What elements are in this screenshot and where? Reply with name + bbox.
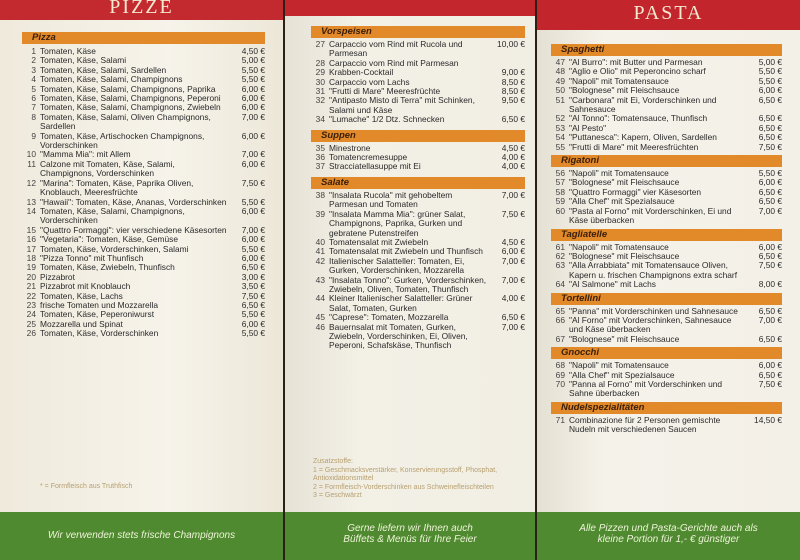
item-number: 35 <box>315 142 325 153</box>
item-description: "Napoli" mit Tomatensauce <box>569 75 669 86</box>
item-number: 56 <box>555 168 565 179</box>
item-price: 6,00 € <box>758 241 782 252</box>
item-number: 59 <box>555 196 565 207</box>
footer-line-1: Gerne liefern wir Ihnen auch <box>347 523 473 534</box>
item-number: 71 <box>555 414 565 425</box>
item-number: 70 <box>555 378 565 389</box>
item-price: 6,50 € <box>758 122 782 133</box>
item-number: 27 <box>315 39 325 49</box>
menu-item <box>22 329 265 338</box>
item-price: 6,50 € <box>501 114 525 125</box>
item-number: 1 <box>31 46 36 56</box>
menu-item <box>22 132 265 151</box>
item-number: 53 <box>555 122 565 133</box>
item-price: 6,50 € <box>758 369 782 380</box>
item-description: "Pasta al Forno" mit Vorderschinken, Ei und Käse überbacken <box>569 205 732 226</box>
item-price: 6,00 € <box>241 102 265 113</box>
item-price: 4,00 € <box>501 293 525 304</box>
item-price: 7,00 € <box>241 224 265 235</box>
item-number: 50 <box>555 85 565 96</box>
item-number: 63 <box>555 260 565 271</box>
footer-band <box>285 512 535 560</box>
item-description: "Insalata Tonno": Gurken, Vorderschinken, Zwiebeln, Oliven, Tomaten, Thunfisch <box>329 274 487 294</box>
menu-panel-pizza <box>0 0 283 560</box>
item-number: 65 <box>555 305 565 316</box>
item-description: Carpaccio vom Lachs <box>329 76 410 87</box>
menu-item <box>551 96 782 115</box>
item-price: 3,00 € <box>241 271 265 282</box>
header-band <box>285 0 535 16</box>
menu-item <box>311 162 525 171</box>
item-number: 31 <box>315 86 325 97</box>
menu-section <box>311 130 525 172</box>
section-pizza <box>22 32 265 339</box>
item-description: "Al Forno" mit Vorderschinken, Sahnesauce und Käse überbacken <box>569 314 732 335</box>
additive-line: Antioxidationsmittel <box>313 475 374 482</box>
item-description: Tomaten, Käse, Salami, Oliven Champignons, Sardellen <box>40 111 211 132</box>
menu-section <box>551 44 782 152</box>
item-number: 5 <box>31 83 36 94</box>
item-price: 6,00 € <box>501 246 525 257</box>
item-description: "Napoli" mit Tomatensauce <box>569 360 669 371</box>
item-description: "Bolognese" mit Fleischsauce <box>569 333 680 344</box>
item-description: "Aglio e Olio" mit Peperoncino scharf <box>569 66 706 77</box>
item-price: 5,50 € <box>241 196 265 207</box>
item-number: 20 <box>26 271 36 282</box>
item-price: 5,00 € <box>758 57 782 67</box>
panel-title: PIZZE <box>109 0 174 18</box>
item-price: 4,50 € <box>241 46 265 56</box>
item-number: 29 <box>315 67 325 78</box>
section-title: Tagliatelle <box>551 229 782 241</box>
item-price: 4,50 € <box>501 142 525 153</box>
menu-section <box>551 402 782 435</box>
panel-title: PASTA <box>633 2 704 24</box>
menu-section <box>551 347 782 399</box>
item-number: 40 <box>315 236 325 247</box>
item-number: 43 <box>315 274 325 285</box>
item-number: 6 <box>31 93 36 104</box>
item-description: "Insalata Mamma Mia": grüner Salat, Champignons, Paprika, Gurken und gebratene Putenstreifen <box>329 208 466 238</box>
item-price: 6,00 € <box>241 318 265 329</box>
item-number: 10 <box>26 149 36 160</box>
footer-line-2: kleine Portion für 1,- € günstiger <box>597 534 740 545</box>
menu-item <box>311 323 525 351</box>
item-description: "Lumache" 1/2 Dtz. Schnecken <box>329 114 445 125</box>
menu-item <box>311 40 525 59</box>
item-description: Minestrone <box>329 142 371 153</box>
item-price: 5,50 € <box>241 328 265 339</box>
item-description: Tomaten, Käse, Salami, Champignons, Paprika <box>40 83 216 94</box>
section-items <box>551 243 782 290</box>
item-description: Carpaccio vom Rind mit Rucola und Parmesan <box>329 39 463 59</box>
item-description: "Marina": Tomaten, Käse, Paprika Oliven, Knoblauch, Meeresfrüchte <box>40 177 194 198</box>
additive-line: 3 = Geschwärzt <box>313 492 362 499</box>
item-number: 46 <box>315 321 325 332</box>
item-description: Italienischer Salatteller: Tomaten, Ei, Gurken, Vorderschinken, Mozzarella <box>329 255 465 276</box>
menu-item <box>22 160 265 179</box>
item-price: 6,00 € <box>241 83 265 94</box>
section-items <box>311 144 525 172</box>
additive-line: Zusatzstoffe: <box>313 458 353 465</box>
item-description: "Al Salmone" mit Lachs <box>569 279 656 290</box>
item-description: Stracciatellasuppe mit Ei <box>329 161 421 172</box>
item-number: 17 <box>26 243 36 254</box>
pasta-sections <box>551 44 782 438</box>
item-price: 6,00 € <box>241 93 265 104</box>
item-number: 57 <box>555 177 565 188</box>
item-description: "Al Tonno": Tomatensauce, Thunfisch <box>569 113 708 124</box>
item-number: 49 <box>555 75 565 86</box>
section-title: Pizza <box>22 32 265 44</box>
item-number: 44 <box>315 293 325 304</box>
menu-item <box>551 316 782 335</box>
item-number: 38 <box>315 189 325 200</box>
item-number: 54 <box>555 132 565 143</box>
item-price: 6,50 € <box>758 305 782 316</box>
item-number: 8 <box>31 111 36 122</box>
item-price: 9,50 € <box>501 95 525 106</box>
item-description: "Napoli" mit Tomatensauce <box>569 168 669 179</box>
item-price: 7,00 € <box>501 255 525 266</box>
item-price: 6,00 € <box>241 158 265 169</box>
item-price: 8,00 € <box>758 279 782 290</box>
item-price: 6,50 € <box>758 333 782 344</box>
footnote: * = Formfleisch aus Truthfisch <box>40 483 133 490</box>
item-description: Krabben-Cocktail <box>329 67 394 78</box>
item-description: "Bolognese" mit Fleischsauce <box>569 177 680 188</box>
item-price: 5,50 € <box>758 66 782 77</box>
item-price: 10,00 € <box>497 39 525 49</box>
item-description: "Pizza Tonno" mit Thunfisch <box>40 252 144 263</box>
menu-panel-starters <box>285 0 535 560</box>
item-number: 25 <box>26 318 36 329</box>
item-price: 6,50 € <box>241 299 265 310</box>
menu-item <box>551 207 782 226</box>
item-price: 7,00 € <box>241 111 265 122</box>
item-number: 18 <box>26 252 36 263</box>
item-price: 5,50 € <box>241 309 265 320</box>
header-band <box>537 0 800 30</box>
item-description: "Frutti di Mare" mit Meeresfrüchten <box>569 141 699 152</box>
menu-section <box>551 293 782 345</box>
item-description: "Carbonara" mit Ei, Vorderschinken und Sahnesauce <box>569 94 717 115</box>
additive-line: 2 = Formfleisch-Vorderschinken aus Schweinefleischteilen <box>313 483 494 491</box>
item-number: 19 <box>26 262 36 273</box>
menu-section <box>551 229 782 290</box>
item-description: Tomaten, Käse, Salami, Champignons, Vorderschinken <box>40 205 185 226</box>
section-items <box>551 169 782 225</box>
item-number: 22 <box>26 290 36 301</box>
menu-item <box>22 207 265 226</box>
item-description: Carpaccio vom Rind mit Parmesan <box>329 57 459 68</box>
item-number: 69 <box>555 369 565 380</box>
item-price: 7,00 € <box>758 205 782 216</box>
item-price: 4,00 € <box>501 161 525 172</box>
item-number: 36 <box>315 152 325 163</box>
item-description: "Bolognese" mit Fleischsauce <box>569 250 680 261</box>
item-number: 28 <box>315 57 325 68</box>
item-description: "Al Burro": mit Butter und Parmesan <box>569 57 703 67</box>
item-number: 11 <box>27 158 36 169</box>
menu-section <box>311 26 525 125</box>
item-price: 6,00 € <box>241 130 265 141</box>
pizza-list <box>22 47 265 339</box>
item-number: 62 <box>555 250 565 261</box>
item-price: 6,50 € <box>501 312 525 323</box>
additives-note <box>313 458 497 501</box>
menu-item <box>311 191 525 210</box>
item-description: "Panna" mit Vorderschinken und Sahnesauce <box>569 305 738 316</box>
item-price: 4,00 € <box>501 152 525 163</box>
item-price: 6,00 € <box>241 234 265 245</box>
item-price: 5,00 € <box>241 55 265 66</box>
item-price: 7,00 € <box>758 314 782 325</box>
item-description: "Al Pesto" <box>569 122 607 133</box>
menu-item <box>551 416 782 435</box>
item-price: 7,00 € <box>501 274 525 285</box>
item-description: "Quattro Formaggi": vier verschiedene Käsesorten <box>40 224 227 235</box>
header-band <box>0 0 283 20</box>
item-description: "Caprese": Tomaten, Mozzarella <box>329 312 449 323</box>
item-description: Combinazione für 2 Personen gemischte Nudeln mit verschiedenen Saucen <box>569 414 721 435</box>
item-number: 9 <box>31 130 36 141</box>
item-number: 3 <box>31 64 36 75</box>
starters-sections <box>311 26 525 356</box>
item-description: "Napoli" mit Tomatensauce <box>569 241 669 252</box>
item-number: 16 <box>26 234 36 245</box>
item-description: Tomaten, Käse <box>40 46 96 56</box>
section-title: Tortellini <box>551 293 782 305</box>
menu-item <box>311 294 525 313</box>
menu-item <box>551 335 782 344</box>
menu-item <box>22 113 265 132</box>
item-number: 26 <box>26 328 36 339</box>
item-number: 61 <box>555 241 565 252</box>
section-title: Suppen <box>311 130 525 142</box>
item-price: 4,50 € <box>501 236 525 247</box>
item-price: 6,00 € <box>758 360 782 371</box>
item-price: 6,00 € <box>758 177 782 188</box>
item-description: Tomaten, Käse, Vorderschinken, Salami <box>40 243 189 254</box>
item-description: "Panna al Forno" mit Vorderschinken und Sahne überbacken <box>569 378 723 399</box>
item-number: 4 <box>31 74 36 85</box>
item-number: 68 <box>555 360 565 371</box>
item-number: 23 <box>26 299 36 310</box>
item-price: 5,50 € <box>758 75 782 86</box>
item-description: Tomaten, Käse, Vorderschinken <box>40 328 159 339</box>
item-price: 6,50 € <box>241 262 265 273</box>
item-price: 5,50 € <box>758 168 782 179</box>
item-description: Tomaten, Käse, Salami, Champignons, Peperoni <box>40 93 221 104</box>
item-description: Tomaten, Käse, Artischocken Champignons, Vorderschinken <box>40 130 205 151</box>
footer-line-2: Büffets & Menüs für Ihre Feier <box>343 534 477 545</box>
menu-item <box>22 179 265 198</box>
item-number: 41 <box>315 246 325 257</box>
item-description: "Quattro Formaggi" vier Käsesorten <box>569 186 702 197</box>
item-description: Tomaten, Käse, Lachs <box>40 290 123 301</box>
item-price: 7,50 € <box>758 141 782 152</box>
item-price: 6,50 € <box>758 94 782 105</box>
section-items <box>551 58 782 152</box>
item-description: Bauernsalat mit Tomaten, Gurken, Zwiebeln, Vorderschinken, Ei, Oliven, Peperoni, Schafskäse, Thunfisch <box>329 321 468 351</box>
item-description: Tomatensalat mit Zwiebeln und Thunfisch <box>329 246 483 257</box>
item-price: 7,50 € <box>758 378 782 389</box>
item-description: "Vegetaria": Tomaten, Käse, Gemüse <box>40 234 179 245</box>
item-description: Tomaten, Käse, Salami, Sardellen <box>40 64 167 75</box>
item-number: 55 <box>555 141 565 152</box>
section-items <box>551 416 782 435</box>
footer-band <box>537 512 800 560</box>
item-description: "Alla Chef" mit Spezialsauce <box>569 196 675 207</box>
menu-item <box>311 257 525 276</box>
section-items <box>311 40 525 125</box>
item-description: Tomaten, Käse, Salami, Champignons, Zwiebeln <box>40 102 221 113</box>
menu-section <box>311 177 525 351</box>
item-number: 51 <box>555 94 565 105</box>
item-price: 6,50 € <box>758 186 782 197</box>
item-price: 7,50 € <box>758 260 782 271</box>
section-title: Salate <box>311 177 525 189</box>
item-description: "Antipasto Misto di Terra" mit Schinken, Salami und Käse <box>329 95 475 115</box>
item-price: 6,50 € <box>758 196 782 207</box>
item-description: Tomaten, Käse, Salami <box>40 55 127 66</box>
item-description: "Bolognese" mit Fleischsauce <box>569 85 680 96</box>
item-description: "Puttanesca": Kapern, Oliven, Sardellen <box>569 132 717 143</box>
item-price: 14,50 € <box>754 414 782 425</box>
item-number: 52 <box>555 113 565 124</box>
item-price: 5,50 € <box>241 64 265 75</box>
item-number: 30 <box>315 76 325 87</box>
item-description: "Mamma Mia": mit Allem <box>40 149 131 160</box>
footer-text: Wir verwenden stets frische Champignons <box>47 530 236 541</box>
item-description: Tomatensalat mit Zwiebeln <box>329 236 429 247</box>
item-price: 6,00 € <box>241 205 265 216</box>
item-price: 5,50 € <box>241 243 265 254</box>
item-number: 47 <box>555 57 565 67</box>
item-price: 8,50 € <box>501 86 525 97</box>
section-title: Spaghetti <box>551 44 782 56</box>
menu-item <box>311 96 525 115</box>
menu-item <box>551 261 782 280</box>
item-price: 7,50 € <box>241 177 265 188</box>
menu-item <box>551 143 782 152</box>
item-number: 45 <box>315 312 325 323</box>
item-number: 14 <box>26 205 36 216</box>
section-title: Gnocchi <box>551 347 782 359</box>
item-number: 60 <box>555 205 565 216</box>
item-number: 39 <box>315 208 325 219</box>
item-number: 7 <box>31 102 36 113</box>
item-description: "Alla Chef" mit Spezialsauce <box>569 369 675 380</box>
item-number: 67 <box>555 333 565 344</box>
item-price: 6,00 € <box>241 252 265 263</box>
item-price: 7,50 € <box>241 290 265 301</box>
item-description: "Insalata Rucola" mit gehobeltem Parmesan und Tomaten <box>329 189 453 210</box>
item-price: 6,50 € <box>758 250 782 261</box>
item-number: 58 <box>555 186 565 197</box>
item-description: "Alla Arrabbiata" mit Tomatensauce Oliven, Kapern u. frischen Champignons extra scharf <box>569 260 738 280</box>
section-items <box>311 191 525 351</box>
item-description: Kleiner Italienischer Salatteller: Grüner Salat, Tomaten, Gurken <box>329 293 473 313</box>
section-items <box>551 307 782 345</box>
item-number: 12 <box>26 177 36 188</box>
item-description: Tomaten, Käse, Peperoniwurst <box>40 309 155 320</box>
item-number: 21 <box>26 281 36 292</box>
menu-section <box>551 155 782 225</box>
item-number: 2 <box>31 55 36 66</box>
item-description: Pizzabrot <box>40 271 75 282</box>
item-description: "Frutti di Mare" Meeresfrüchte <box>329 86 441 97</box>
section-title: Nudelspezialitäten <box>551 402 782 414</box>
item-number: 66 <box>555 314 565 325</box>
section-title: Rigatoni <box>551 155 782 167</box>
item-number: 42 <box>315 255 325 266</box>
item-number: 13 <box>26 196 36 207</box>
item-description: Tomaten, Käse, Salami, Champignons <box>40 74 183 85</box>
item-number: 48 <box>555 66 565 77</box>
item-description: Pizzabrot mit Knoblauch <box>40 281 131 292</box>
item-price: 7,00 € <box>501 321 525 332</box>
menu-panel-pasta <box>537 0 800 560</box>
menu-item <box>311 210 525 238</box>
item-description: Tomatencremesuppe <box>329 152 408 163</box>
menu-item <box>311 276 525 295</box>
item-price: 8,50 € <box>501 76 525 87</box>
menu-item <box>311 115 525 124</box>
item-price: 7,00 € <box>241 149 265 160</box>
item-number: 34 <box>315 114 325 125</box>
footer-band <box>0 512 283 560</box>
item-description: frische Tomaten und Mozzarella <box>40 299 159 310</box>
item-price: 9,00 € <box>501 67 525 78</box>
section-items <box>551 361 782 399</box>
item-number: 24 <box>26 309 36 320</box>
menu-item <box>551 380 782 399</box>
item-number: 64 <box>555 279 565 290</box>
additive-line: 1 = Geschmacksverstärker, Konservierungsstoff, Phosphat, <box>313 466 498 474</box>
item-description: Tomaten, Käse, Zwiebeln, Thunfisch <box>40 262 175 273</box>
item-price: 7,50 € <box>501 208 525 219</box>
item-price: 6,50 € <box>758 132 782 143</box>
item-price: 3,50 € <box>241 281 265 292</box>
item-price: 6,00 € <box>758 85 782 96</box>
item-description: "Hawaii": Tomaten, Käse, Ananas, Vorderschinken <box>40 196 227 207</box>
item-price: 6,50 € <box>758 113 782 124</box>
item-number: 32 <box>315 95 325 106</box>
item-price: 7,00 € <box>501 189 525 200</box>
item-description: Calzone mit Tomaten, Käse, Salami, Champignons, Vorderschinken <box>40 158 175 179</box>
item-price: 5,50 € <box>241 74 265 85</box>
item-number: 37 <box>315 161 325 172</box>
menu-item <box>551 280 782 289</box>
item-number: 15 <box>26 224 36 235</box>
footer-line-1: Alle Pizzen und Pasta-Gerichte auch als <box>579 523 758 534</box>
section-title: Vorspeisen <box>311 26 525 38</box>
item-description: Mozzarella und Spinat <box>40 318 123 329</box>
